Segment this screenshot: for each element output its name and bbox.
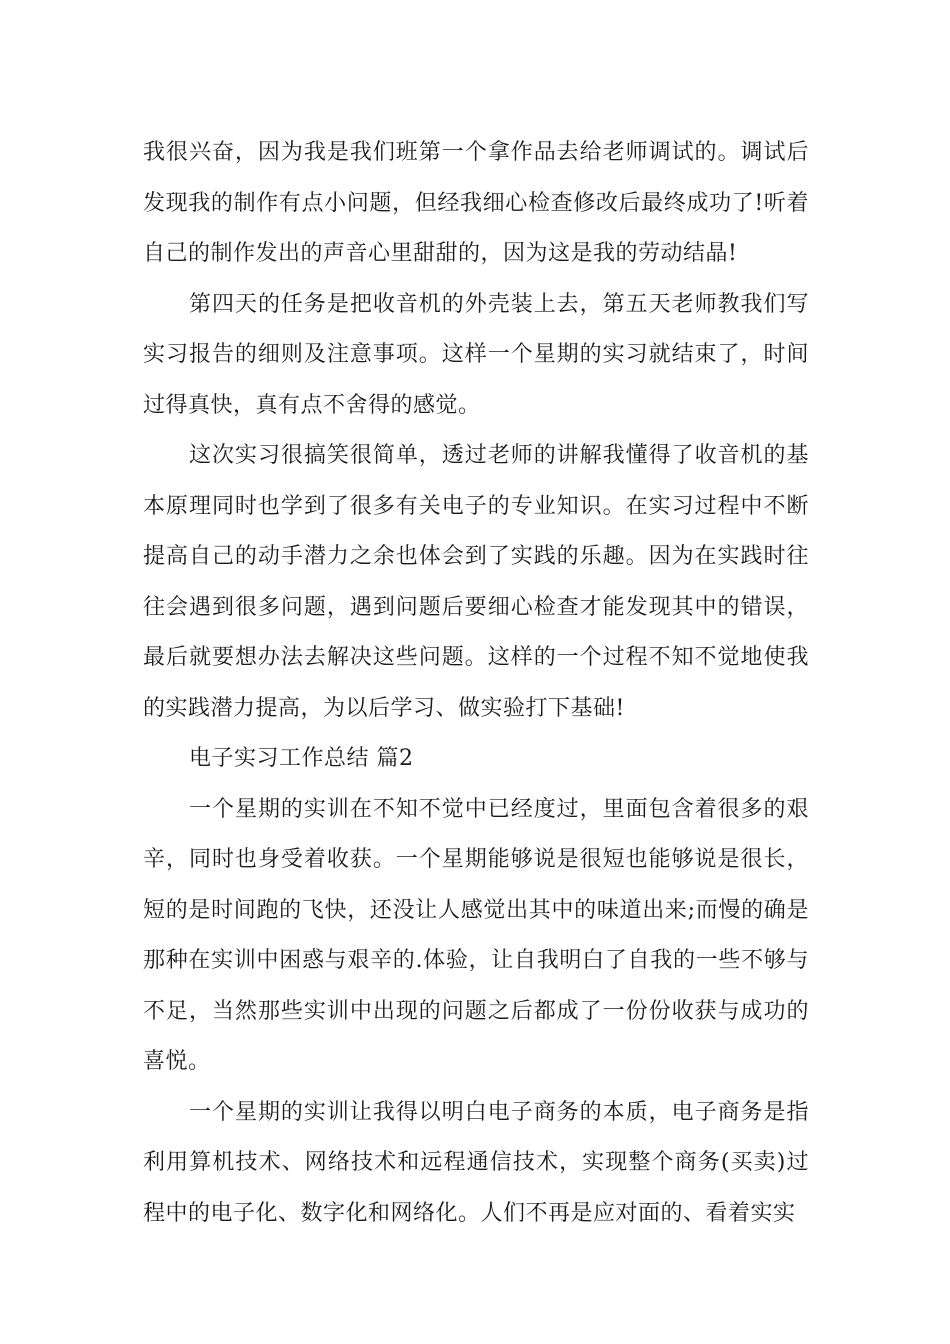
paragraph-training-week: 一个星期的实训在不知不觉中已经度过，里面包含着很多的艰辛，同时也身受着收获。一个星期能够说是很短也能够说是很长，短的是时间跑的飞快，还没让人感觉出其中的味道出来;而慢的确是那种在实训中困惑与艰辛的.体验，让自我明白了自我的一些不够与不足，当然那些实训中出现的问题之后都成了一份份收获与成功的喜悦。 [143, 796, 809, 1074]
document-body [143, 128, 809, 1239]
paragraph-ecommerce: 一个星期的实训让我得以明白电子商务的本质，电子商务是指利用算机技术、网络技术和远程通信技术，实现整个商务(买卖)过程中的电子化、数字化和网络化。人们不再是应对面的、看着实实 [143, 1099, 809, 1226]
paragraph-reflection: 这次实习很搞笑很简单，透过老师的讲解我懂得了收音机的基本原理同时也学到了很多有关电子的专业知识。在实习过程中不断提高自己的动手潜力之余也体会到了实践的乐趣。因为在实践时往往会遇到很多问题，遇到问题后要细心检查才能发现其中的错误，最后就要想办法去解决这些问题。这样的一个过程不知不觉地使我的实践潜力提高，为以后学习、做实验打下基础! [143, 443, 809, 721]
paragraph-day-four-five: 第四天的任务是把收音机的外壳装上去，第五天老师教我们写实习报告的细则及注意事项。这样一个星期的实习就结束了，时间过得真快，真有点不舍得的感觉。 [143, 291, 809, 418]
section-heading: 电子实习工作总结 篇2 [189, 746, 414, 771]
paragraph-continued: 我很兴奋，因为我是我们班第一个拿作品去给老师调试的。调试后发现我的制作有点小问题，但经我细心检查修改后最终成功了!听着自己的制作发出的声音心里甜甜的，因为这是我的劳动结晶! [143, 140, 809, 266]
